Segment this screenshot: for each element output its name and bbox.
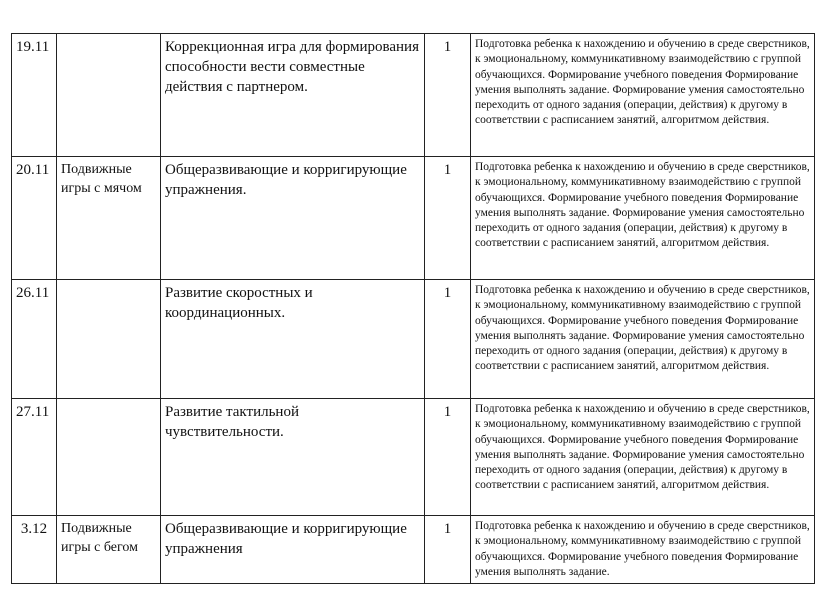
topic-cell: Общеразвивающие и корригирующие упражнения. bbox=[161, 157, 425, 280]
hours-cell: 1 bbox=[425, 157, 471, 280]
goals-cell: Подготовка ребенка к нахождению и обучению в среде сверстников, к эмоциональному, коммуникативному взаимодействию с группой обучающихся. Формирование учебного поведения Формирование умения выполнять задание. bbox=[471, 516, 815, 584]
hours-cell: 1 bbox=[425, 280, 471, 399]
section-cell: Подвижные игры с мячом bbox=[57, 157, 161, 280]
lesson-plan-table bbox=[11, 33, 815, 584]
topic-cell: Коррекционная игра для формирования способности вести совместные действия с партнером. bbox=[161, 34, 425, 157]
table-row bbox=[12, 280, 815, 399]
section-cell: Подвижные игры с бегом bbox=[57, 516, 161, 584]
goals-cell: Подготовка ребенка к нахождению и обучению в среде сверстников, к эмоциональному, коммуникативному взаимодействию с группой обучающихся. Формирование учебного поведения Формирование умения выполнять задание. Формирование умения самостоятельно переходить от одного задания (операции, действия) к другому в соответствии с расписанием занятий, алгоритмом действия. bbox=[471, 157, 815, 280]
goals-cell: Подготовка ребенка к нахождению и обучению в среде сверстников, к эмоциональному, коммуникативному взаимодействию с группой обучающихся. Формирование учебного поведения Формирование умения выполнять задание. Формирование умения самостоятельно переходить от одного задания (операции, действия) к другому в соответствии с расписанием занятий, алгоритмом действия. bbox=[471, 280, 815, 399]
date-cell: 27.11 bbox=[12, 399, 57, 516]
date-cell: 26.11 bbox=[12, 280, 57, 399]
table-row bbox=[12, 399, 815, 516]
topic-cell: Развитие скоростных и координационных. bbox=[161, 280, 425, 399]
hours-cell: 1 bbox=[425, 34, 471, 157]
section-cell bbox=[57, 399, 161, 516]
table-row bbox=[12, 34, 815, 157]
topic-cell: Развитие тактильной чувствительности. bbox=[161, 399, 425, 516]
section-cell bbox=[57, 280, 161, 399]
goals-cell: Подготовка ребенка к нахождению и обучению в среде сверстников, к эмоциональному, коммуникативному взаимодействию с группой обучающихся. Формирование учебного поведения Формирование умения выполнять задание. Формирование умения самостоятельно переходить от одного задания (операции, действия) к другому в соответствии с расписанием занятий, алгоритмом действия. bbox=[471, 399, 815, 516]
topic-cell: Общеразвивающие и корригирующие упражнения bbox=[161, 516, 425, 584]
date-cell: 19.11 bbox=[12, 34, 57, 157]
section-cell bbox=[57, 34, 161, 157]
date-cell: 20.11 bbox=[12, 157, 57, 280]
table-row bbox=[12, 516, 815, 584]
table-row bbox=[12, 157, 815, 280]
date-cell: 3.12 bbox=[12, 516, 57, 584]
goals-cell: Подготовка ребенка к нахождению и обучению в среде сверстников, к эмоциональному, коммуникативному взаимодействию с группой обучающихся. Формирование учебного поведения Формирование умения выполнять задание. Формирование умения самостоятельно переходить от одного задания (операции, действия) к другому в соответствии с расписанием занятий, алгоритмом действия. bbox=[471, 34, 815, 157]
hours-cell: 1 bbox=[425, 399, 471, 516]
hours-cell: 1 bbox=[425, 516, 471, 584]
